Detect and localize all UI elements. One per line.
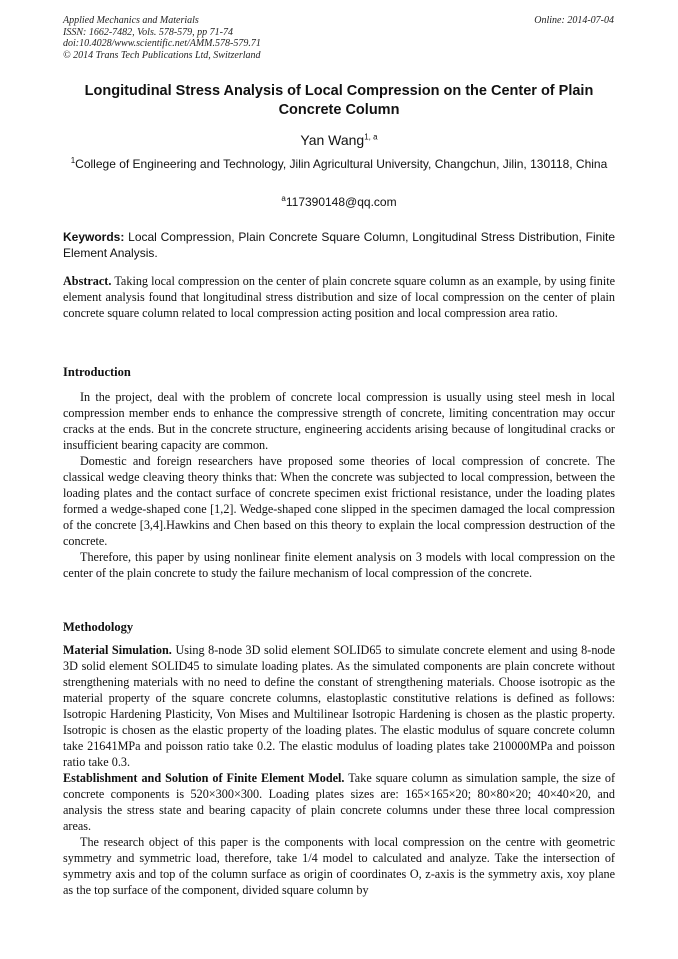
material-simulation-label: Material Simulation. — [63, 643, 172, 657]
journal-doi: doi:10.4028/www.scientific.net/AMM.578-579.71 — [63, 38, 261, 49]
intro-paragraph-1: In the project, deal with the problem of concrete local compression is usually using steel mesh in local compression member ends to enhance the compressive strength of concrete, limiting concentration may occur cracks at the ends. But in the concrete structure, engineering accidents arising because of longitudinal cracks or insufficient bearing capacity are common. — [63, 390, 615, 452]
keywords — [63, 229, 615, 261]
material-simulation-text: Using 8-node 3D solid element SOLID65 to simulate concrete element and using 8-node 3D solid element SOLID45 to simulate loading plates. As the simulated components are plain concrete without strengthening materials with no need to define the constant of strengthening materials. Choose isotropic as the material property of the square concrete columns, elastoplastic constitutive relations is defined as follows: Isotropic Hardening Plasticity, Von Mises and Multilinear Isotropic Hardening is chosen as the plastic property. Isotropic is chosen as the elastic property of the loading plates. The elastic modulus of square concrete column take 21641MPa and poisson ratio take 0.2. The elastic modulus of loading plates take 210000MPa and poisson ratio take 0.3. — [63, 643, 616, 769]
journal-name: Applied Mechanics and Materials — [63, 15, 199, 26]
online-date: Online: 2014-07-04 — [534, 15, 614, 26]
fe-model-text: Take square column as simulation sample, the size of concrete components is 520×300×300. Loading plates sizes are: 165×165×20; 80×80×20; 40×40×20, and analysis the stress state and bearing capacity of plain concrete columns under these three local compression areas. — [63, 771, 615, 833]
introduction-body — [63, 389, 615, 581]
affiliation — [63, 156, 615, 172]
paper-title: Longitudinal Stress Analysis of Local Compression on the Center of Plain Concrete Column — [84, 83, 594, 118]
intro-paragraph-2: Domestic and foreign researchers have proposed some theories of local compression of concrete. The classical wedge cleaving theory thinks that: When the concrete was subjected to local compression, between the loading plates and the contact surface of concrete specimen exist frictional resistance, under the loading plates formed a wedge-shaped cone [1,2]. Wedge-shaped cone slipped in the specimen damaged the local compression of the concrete [3,4].Hawkins and Chen based on this theory to explain the local compression destruction of the concrete. — [63, 454, 615, 548]
email-line — [63, 195, 615, 209]
author-line — [63, 132, 615, 148]
introduction-heading: Introduction — [63, 365, 131, 379]
journal-header — [63, 15, 261, 61]
abstract — [63, 273, 615, 321]
methodology-heading: Methodology — [63, 620, 134, 634]
abstract-label: Abstract. — [63, 274, 112, 288]
intro-paragraph-3: Therefore, this paper by using nonlinear finite element analysis on 3 models with local compression on the center of the plain concrete to study the failure mechanism of local compression of the concrete. — [63, 550, 615, 580]
method-paragraph-2 — [63, 770, 615, 834]
methodology-body — [63, 642, 615, 898]
affiliation-text: College of Engineering and Technology, Jilin Agricultural University, Changchun, Jilin, 130118, China — [75, 157, 608, 171]
fe-model-label: Establishment and Solution of Finite Element Model. — [63, 771, 345, 785]
keywords-text: Local Compression, Plain Concrete Square Column, Longitudinal Stress Distribution, Finite Element Analysis. — [63, 230, 615, 260]
author-sup: 1, a — [364, 132, 378, 142]
author-name: Yan Wang — [300, 132, 365, 148]
keywords-label: Keywords: — [63, 230, 125, 244]
journal-issn: ISSN: 1662-7482, Vols. 578-579, pp 71-74 — [63, 26, 233, 38]
email-address: 117390148@qq.com — [285, 195, 397, 209]
method-paragraph-3: The research object of this paper is the components with local compression on the centre with geometric symmetry and symmetric load, therefore, take 1/4 model to calculated and analyze. Take the intersection of symmetry axis and top of the column surface as origin of coordinates O, z-axis is the symmetry axis, xoy plane as the top surface of the component, divided square column by — [63, 835, 615, 897]
journal-copyright: © 2014 Trans Tech Publications Ltd, Switzerland — [63, 49, 261, 61]
abstract-text: Taking local compression on the center of plain concrete square column as an example, by using finite element analysis found that longitudinal stress distribution and size of local compression on the center of plain concrete square column related to local compression acting position and local compression area ratio. — [63, 274, 615, 320]
affiliation-sup: 1 — [70, 156, 76, 165]
method-paragraph-1 — [63, 642, 615, 770]
email-sup: a — [281, 194, 286, 203]
